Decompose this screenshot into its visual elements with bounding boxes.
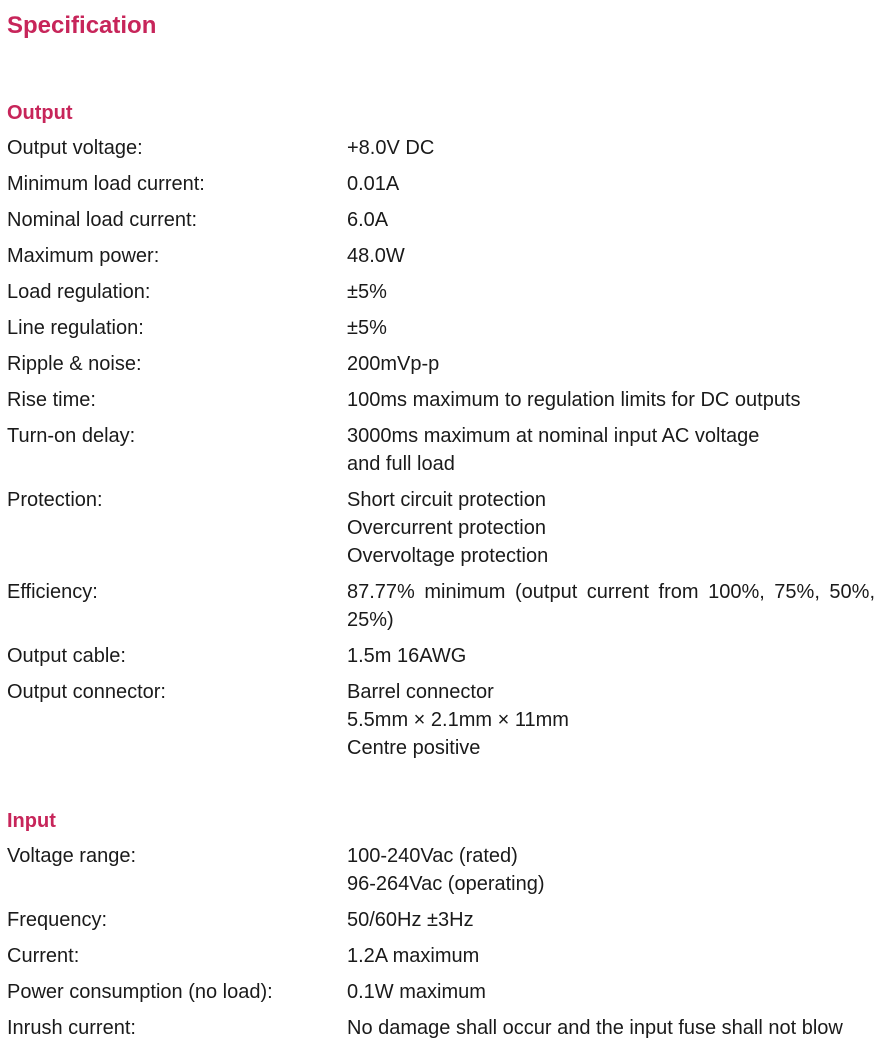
spec-label: Maximum power:: [7, 245, 160, 267]
spec-value-line: +8.0V DC: [347, 137, 435, 159]
spec-value: [347, 314, 875, 342]
spec-value-line: 1.5m 16AWG: [347, 645, 467, 667]
spec-value: [347, 422, 875, 478]
spec-row: [7, 422, 875, 478]
spec-row: [7, 278, 875, 306]
spec-value: [347, 906, 875, 934]
spec-row: [7, 350, 875, 378]
spec-label: Voltage range:: [7, 845, 136, 867]
spec-value: [347, 578, 875, 634]
output-section: [7, 98, 875, 770]
spec-label: Current:: [7, 945, 80, 967]
spec-label: Protection:: [7, 489, 103, 511]
spec-value-line: Overcurrent protection: [347, 517, 546, 539]
spec-value-line: ±5%: [347, 281, 387, 303]
spec-row: [7, 242, 875, 270]
input-spec-list: [7, 842, 875, 1042]
spec-value: [347, 278, 875, 306]
spec-value: [347, 350, 875, 378]
spec-value-line: 87.77% minimum (output current from 100%, 75%, 50%, 25%): [347, 581, 875, 631]
spec-value-line: 5.5mm × 2.1mm × 11mm: [347, 709, 569, 731]
spec-row: [7, 942, 875, 970]
spec-value-line: 48.0W: [347, 245, 405, 267]
spec-row: [7, 906, 875, 934]
spec-row: [7, 206, 875, 234]
page-title: Specification: [7, 12, 157, 39]
spec-value: [347, 978, 875, 1006]
spec-label: Minimum load current:: [7, 173, 205, 195]
spec-value: [347, 486, 875, 570]
spec-label: Output voltage:: [7, 137, 143, 159]
spec-value: [347, 134, 875, 162]
spec-label: Line regulation:: [7, 317, 144, 339]
spec-value-line: 96-264Vac (operating): [347, 873, 545, 895]
spec-row: [7, 134, 875, 162]
spec-value-line: No damage shall occur and the input fuse shall not blow: [347, 1017, 843, 1039]
spec-value: [347, 842, 875, 898]
output-spec-list: [7, 134, 875, 762]
spec-label: Turn-on delay:: [7, 425, 136, 447]
input-section: [7, 806, 875, 1050]
spec-value-line: 200mVp-p: [347, 353, 440, 375]
spec-label: Rise time:: [7, 389, 96, 411]
spec-value-line: Overvoltage protection: [347, 545, 549, 567]
spec-value: [347, 678, 875, 762]
spec-label: Output connector:: [7, 681, 166, 703]
input-heading: Input: [7, 810, 56, 832]
spec-label: Inrush current:: [7, 1017, 136, 1039]
spec-value: [347, 170, 875, 198]
spec-value-line: Centre positive: [347, 737, 481, 759]
spec-label: Efficiency:: [7, 581, 98, 603]
spec-value-line: 1.2A maximum: [347, 945, 480, 967]
spec-row: [7, 842, 875, 898]
spec-value: [347, 386, 875, 414]
spec-row: [7, 386, 875, 414]
spec-value-line: 3000ms maximum at nominal input AC voltage: [347, 425, 760, 447]
spec-value: [347, 242, 875, 270]
spec-row: [7, 678, 875, 762]
spec-value: [347, 642, 875, 670]
spec-row: [7, 978, 875, 1006]
spec-value: [347, 1014, 875, 1042]
spec-row: [7, 578, 875, 634]
spec-label: Frequency:: [7, 909, 108, 931]
spec-row: [7, 1014, 875, 1042]
spec-value-line: Barrel connector: [347, 681, 494, 703]
spec-label: Power consumption (no load):: [7, 981, 273, 1003]
spec-value: [347, 942, 875, 970]
spec-value-line: 0.1W maximum: [347, 981, 486, 1003]
spec-row: [7, 642, 875, 670]
spec-row: [7, 170, 875, 198]
spec-label: Nominal load current:: [7, 209, 198, 231]
spec-label: Load regulation:: [7, 281, 151, 303]
spec-value: [347, 206, 875, 234]
spec-value-line: and full load: [347, 453, 455, 475]
spec-label: Ripple & noise:: [7, 353, 142, 375]
spec-value-line: Short circuit protection: [347, 489, 546, 511]
spec-value-line: 100-240Vac (rated): [347, 845, 518, 867]
output-heading: Output: [7, 102, 73, 124]
spec-label: Output cable:: [7, 645, 126, 667]
spec-value-line: 100ms maximum to regulation limits for DC outputs: [347, 389, 801, 411]
spec-value-line: 6.0A: [347, 209, 389, 231]
spec-value-line: 0.01A: [347, 173, 400, 195]
spec-row: [7, 314, 875, 342]
spec-value-line: 50/60Hz ±3Hz: [347, 909, 474, 931]
spec-value-line: ±5%: [347, 317, 387, 339]
spec-row: [7, 486, 875, 570]
